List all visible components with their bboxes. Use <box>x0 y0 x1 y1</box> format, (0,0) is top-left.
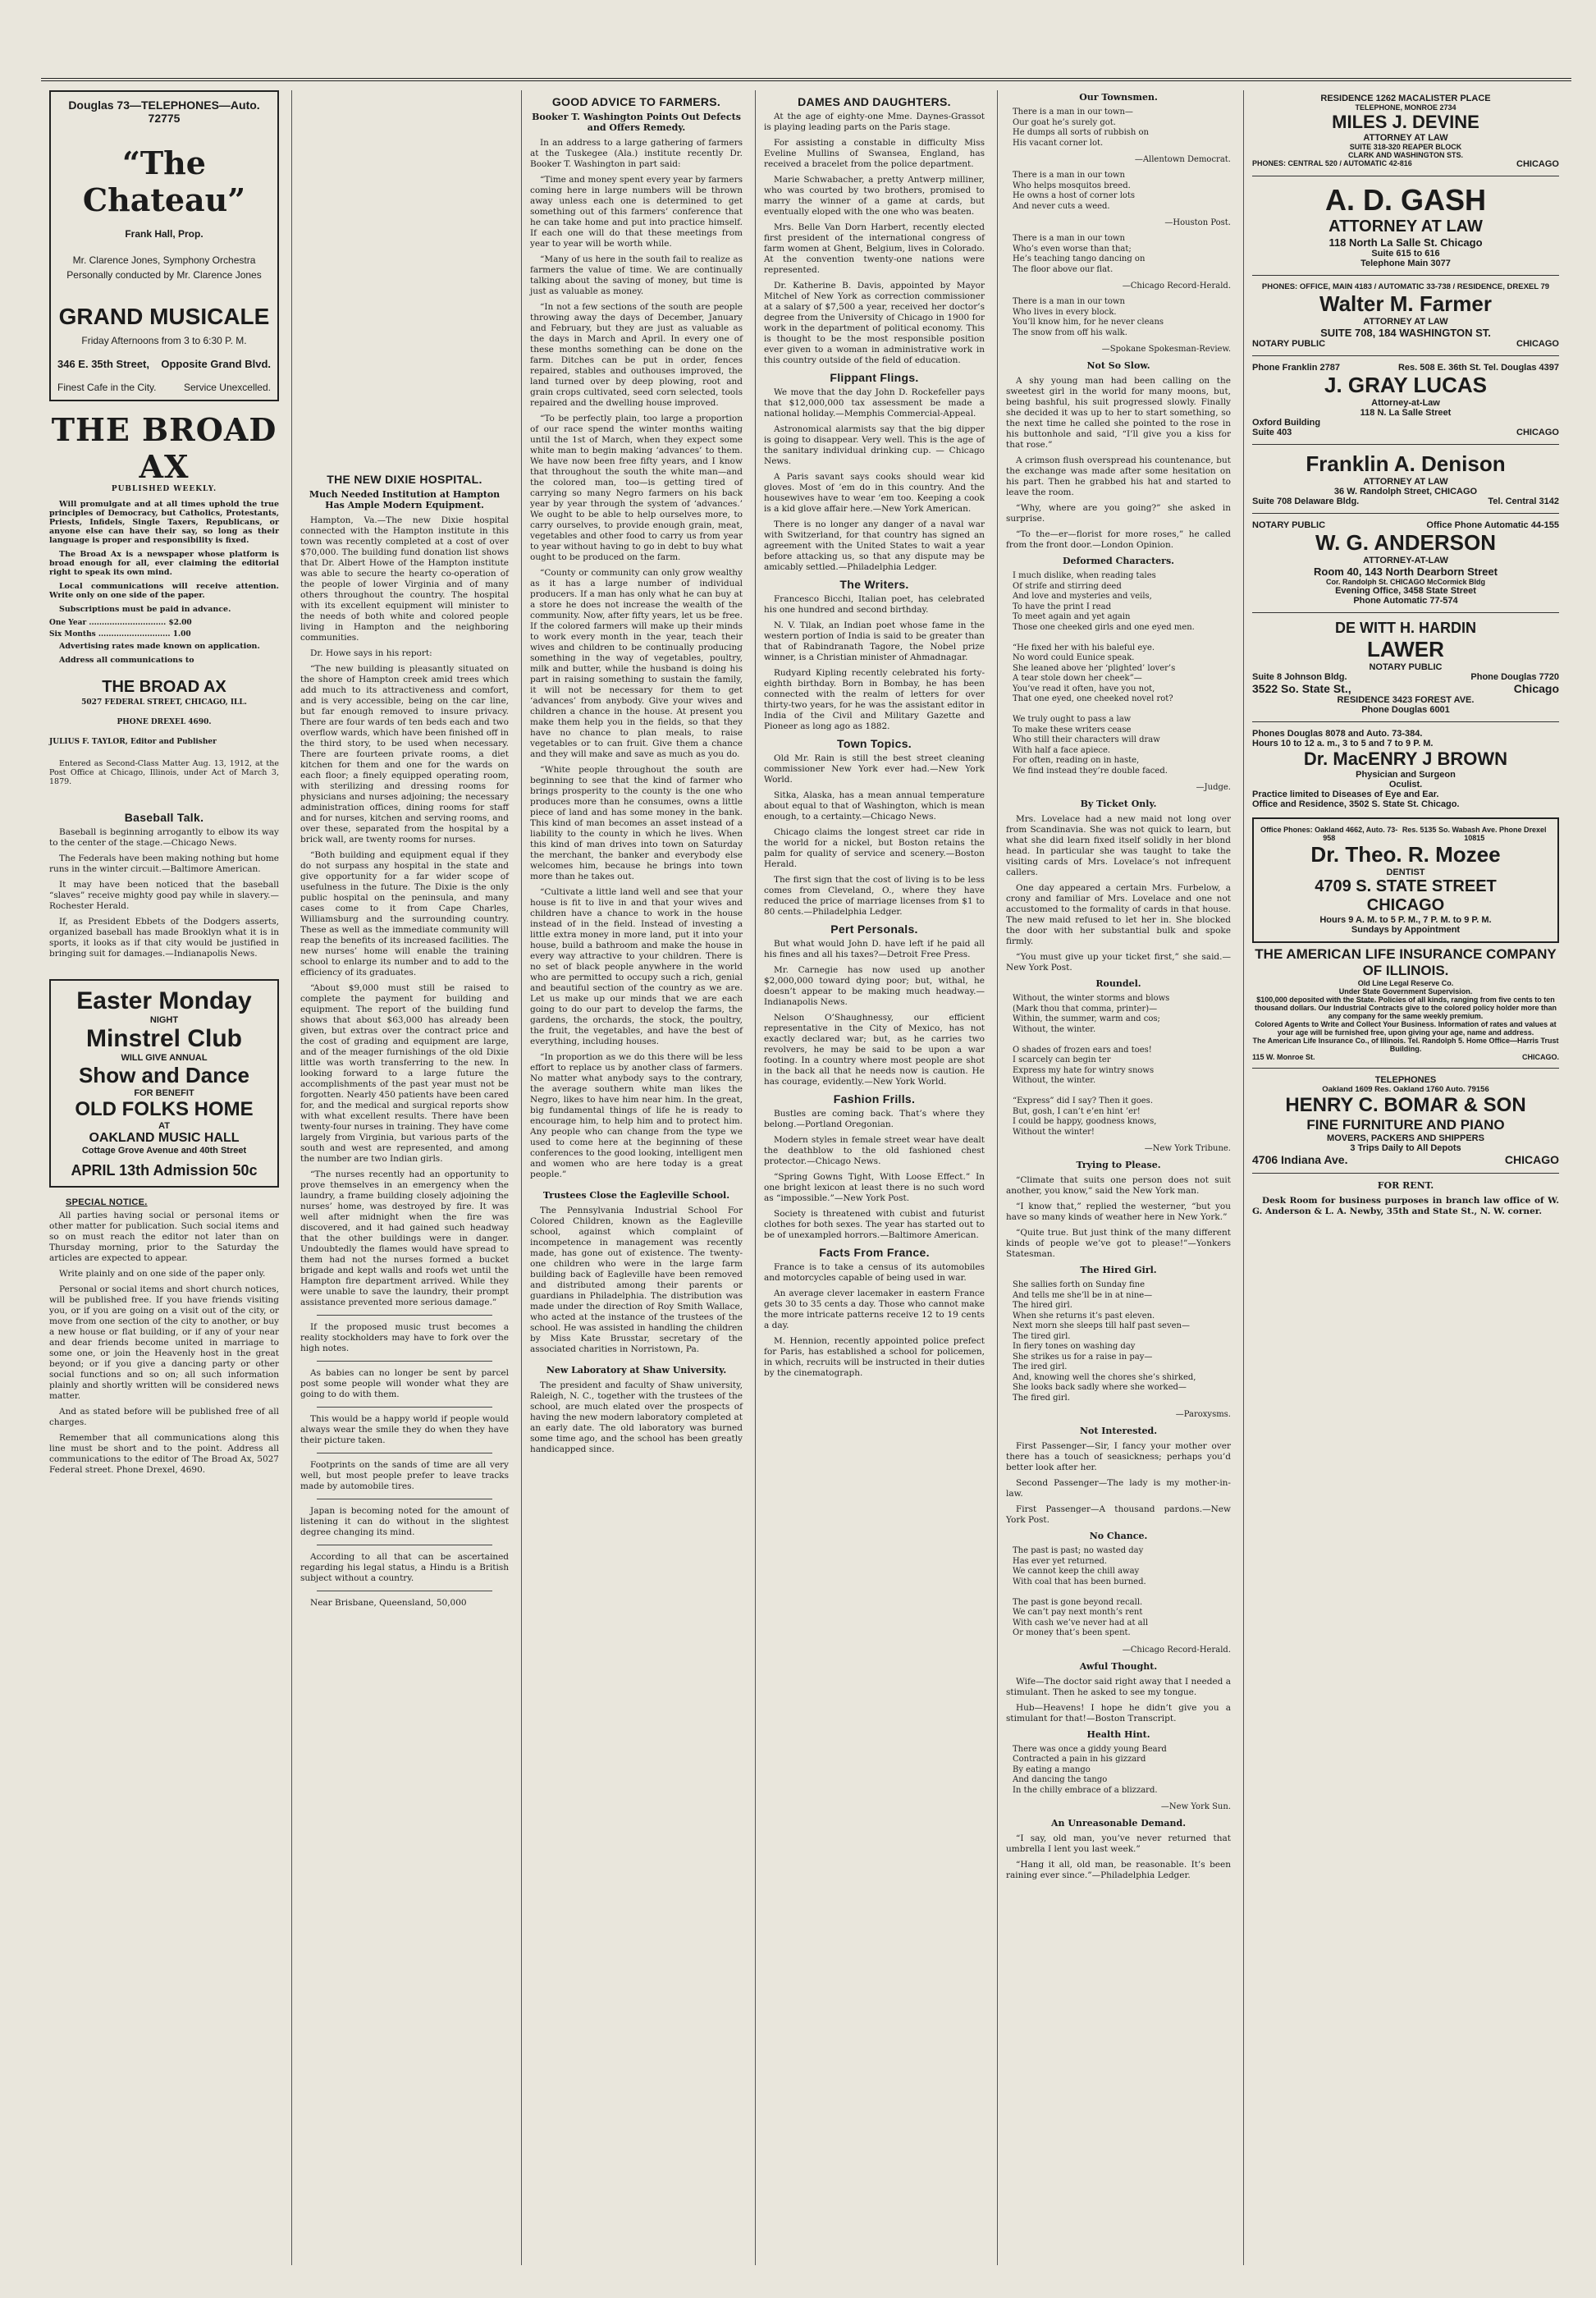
trying-p2: “I know that,” replied the westerner, “but you have so many kinds of weather here in New York.” <box>1006 1202 1231 1222</box>
denison-address: 36 W. Randolph Street, CHICAGO <box>1333 487 1478 497</box>
townsmen-poem-1: There is a man in our town— Our goat he’s surely got. He dumps all sorts of rubbish on His vacant corner lot. <box>1013 108 1149 148</box>
health-attr: —New York Sun. <box>1160 1802 1231 1811</box>
masthead-p5: Advertising rates made known on application. <box>59 642 260 651</box>
fashion-p3: “Spring Gowns Tight, With Loose Effect.” In one bright lexicon at least there is no such word as “impossible.”—New York Post. <box>764 1172 985 1203</box>
chateau-orchestra: Mr. Clarence Jones, Symphony Orchestra <box>72 254 256 266</box>
minstrel-benefit: FOR BENEFIT <box>134 1088 194 1098</box>
chateau-musicale: GRAND MUSICALE <box>58 304 270 329</box>
ticket-p1: Mrs. Lovelace had a new maid not long over from Scandinavia. She was not quick to learn, but what she did learn fixed itself solidly in her blond head. In particular she was taught to take the visiting cards of Mrs. Lovelace’s not infrequent callers. <box>1006 814 1231 877</box>
anderson-corner: Cor. Randolph St. CHICAGO McCormick Bldg <box>1325 578 1485 586</box>
bomar-address: 4706 Indiana Ave. <box>1252 1153 1348 1166</box>
farmers-head: GOOD ADVICE TO FARMERS. <box>551 95 721 108</box>
chateau-prop: Frank Hall, Prop. <box>125 228 204 240</box>
separator <box>1252 355 1559 356</box>
separator <box>1252 721 1559 722</box>
dixie-p13: Near Brisbane, Queensland, 50,000 <box>310 1598 467 1608</box>
town-p2: Sitka, Alaska, has a mean annual temperature about equal to that of Washington, which is mean enough, to a certainty.—Chicago News. <box>764 790 985 822</box>
life-name: THE AMERICAN LIFE INSURANCE COMPANY OF ILLINOIS. <box>1255 946 1557 978</box>
anderson-notary: NOTARY PUBLIC <box>1252 520 1326 530</box>
health-poem: There was once a giddy young Beard Contracted a pain in his gizzard By eating a mango And dancing the tango In the chilly embrace of a blizzard. <box>1013 1744 1167 1795</box>
townsmen-attr-1: —Allentown Democrat. <box>1134 155 1231 164</box>
devine-name: MILES J. DEVINE <box>1332 112 1479 132</box>
minstrel-night: NIGHT <box>149 1015 179 1025</box>
townsmen-head: Our Townsmen. <box>1079 92 1158 103</box>
france-p2: An average clever lacemaker in eastern France gets 30 to 35 cents a day. Those who cannot make the more intricate patterns receive 12 to 19 cents a day. <box>764 1289 985 1330</box>
denison-telephone: Tel. Central 3142 <box>1488 497 1559 506</box>
life-city: CHICAGO. <box>1522 1053 1559 1061</box>
awful-head: Awful Thought. <box>1079 1660 1158 1672</box>
column-5 <box>997 90 1239 2265</box>
anderson-card <box>1252 520 1559 606</box>
devine-footer <box>1252 159 1559 169</box>
separator <box>1252 1068 1559 1069</box>
devine-phones: PHONES: CENTRAL 520 / AUTOMATIC 42-816 <box>1252 159 1412 167</box>
column-4 <box>755 90 993 2265</box>
rent-text: Desk Room for business purposes in branch law office of W. G. Anderson & L. A. Newby, 35th and State St., N. W. corner. <box>1252 1196 1559 1216</box>
slow-p1: A shy young man had been calling on the sweetest girl in the world for many moons, but, being bashful, his suit progressed slowly. Finally she decided it was up to her to start something, so the next time he called she pointed to the rose in his buttonhole and said, “I’ll give you a kiss for that rose.” <box>1006 376 1231 450</box>
farmers-sub: Booker T. Washington Points Out Defects and Offers Remedy. <box>532 112 741 133</box>
unreasonable-p1: “I say, old man, you’ve never returned that umbrella I lent you last week.” <box>1006 1833 1231 1854</box>
devine-title: ATTORNEY AT LAW <box>1363 133 1448 143</box>
pert-p3: Nelson O’Shaughnessy, our efficient representative in the City of Mexico, has not exactly declared war; but, as he carries two revolvers, he may be said to be upon a war footing. In a country where most people are shot in the back all that he needs now is caution. He has courage, evidently.—New York World. <box>764 1013 985 1087</box>
farmers-p5: “To be perfectly plain, too large a proportion of our race spend the winter months waiting until the 1st of March, when they expect some white man to begin making ‘advances’ to them. We have now been free fifty years, and I know that throughout the south the white man—and the colored man, too—is getting tired of carrying so many Negro farmers on his back year by year through the system of ‘advances.’ We ought to be able to help ourselves more, to carry ourselves, to provide enough grain, meat, vegetables and other food to carry us from year to year without having to go in debt to buy what ought to be produced on the farm. <box>530 414 743 562</box>
dixie-p12: According to all that can be ascertained regarding his legal status, a Hindu is a British subject without a country. <box>300 1552 509 1583</box>
hardin-addr-row <box>1252 682 1559 695</box>
life-footer <box>1252 1053 1559 1061</box>
life-address: The American Life Insurance Co., of Illinois. Tel. Randolph 5. Home Office—Harris Trust Building. <box>1252 1037 1559 1053</box>
fashion-p1: Bustles are coming back. That’s where they belong.—Portland Oregonian. <box>764 1109 985 1129</box>
flippant-p1: We move that the day John D. Rockefeller pays that $12,000,000 tax assessment be made a national holiday.—Memphis Commercial-Appeal. <box>764 387 985 419</box>
france-p3: M. Hennion, recently appointed police prefect for Paris, has established a school for policemen, in which, recruits will be instructed in their duties by the cinematograph. <box>764 1336 985 1378</box>
roundel-poem: Without, the winter storms and blows (Mark thou that comma, printer)— Within, the summer, warm and cos; Without, the winter. O shades of frozen ears and toes! I scarcely can begin ter Express my hate for wintry snows Without, the winter. “Express” did I say? Then it goes. But, gosh, I can’t e’en hint ’er! I could be happy, goodness knows, Without the winter! <box>1013 994 1170 1137</box>
dames-p3: Marie Schwabacher, a pretty Antwerp milliner, who was courted by two brothers, promised to marry the winner of a game at cards, but eventually eloped with the one who was beaten. <box>764 175 985 217</box>
baseball-p3: It may have been noticed that the baseball “slaves” receive mighty good pay while in slavery.—Rochester Herald. <box>49 880 279 911</box>
france-p1: France is to take a census of its automobiles and motorcycles capable of being used in war. <box>764 1262 985 1283</box>
dixie-p6: “The nurses recently had an opportunity to prove themselves in an emergency when the laundry, a frame building closely adjoining the nurses’ home, was destroyed by fire. It was well after midnight when the fire was discovered, and it had gained such headway that the other buildings were in danger. Undoubtedly the flames would have spread to them had not the nurses formed a bucket brigade and kept walls and roofs wet until the Hampton fire department arrived. While they were unable to save the laundry, their prompt assistance prevented more serious damage.” <box>300 1170 509 1307</box>
gash-suite: Suite 615 to 616 <box>1371 249 1440 259</box>
anderson-room: Room 40, 143 North Dearborn Street <box>1314 565 1498 578</box>
devine-city: CHICAGO <box>1516 159 1559 169</box>
townsmen-attr-4: —Spokane Spokesman-Review. <box>1101 345 1231 354</box>
baseball-p1: Baseball is beginning arrogantly to elbow its way to the center of the stage.—Chicago News. <box>49 827 279 848</box>
separator <box>317 1361 492 1362</box>
pert-p2: Mr. Carnegie has now used up another $2,000,000 toward dying poor; but, withal, he doesn’t appear to be making much headway.—Indianapolis News. <box>764 965 985 1007</box>
ticket-p2: One day appeared a certain Mrs. Furbelow, a crony and familiar of Mrs. Lovelace and one not accustomed to the formality of cards in that house. The new maid refused to let her in. She blocked the door with her substantial bulk and spoke firmly. <box>1006 883 1231 946</box>
farmers-p4: “In not a few sections of the south are people throwing away the days of December, January and February, but they are just as valuable as the days in March and April. In every one of these months something can be done on the farm. Ditches can be put in order, fences repaired, stables and outhouses improved, the land turned over by deep plowing, root and grain crops cultivated, seed corn selected, tools repaired and the dwelling house improved. <box>530 302 743 408</box>
minstrel-annual: WILL GIVE ANNUAL <box>121 1053 208 1063</box>
hardin-notary: NOTARY PUBLIC <box>1369 662 1443 672</box>
lucas-suite: Suite 403 <box>1252 428 1292 437</box>
brown-card <box>1252 729 1559 809</box>
health-head: Health Hint. <box>1086 1728 1150 1740</box>
flippant-p4: There is no longer any danger of a naval war with Switzerland, for that country has signed an agreement with the United States to wait a year before attacking us, so that any dispute may be amicably settled.—Philadelphia Ledger. <box>764 520 985 572</box>
mozee-phones-row <box>1260 826 1551 842</box>
notint-p1: First Passenger—Sir, I fancy your mother over there has a touch of seasickness; perhaps you’d better look after her. <box>1006 1441 1231 1472</box>
bomar-city: CHICAGO <box>1504 1153 1559 1166</box>
mozee-card <box>1252 817 1559 943</box>
farmer-name: Walter M. Farmer <box>1319 291 1492 316</box>
dames-p1: At the age of eighty-one Mme. Daynes-Grassot is playing leading parts on the Paris stage. <box>764 112 985 132</box>
masthead-rate-six: Six Months ............................ 1.00 <box>49 630 191 639</box>
france-head: Facts From France. <box>819 1246 930 1259</box>
townsmen-attr-2: —Houston Post. <box>1164 218 1231 227</box>
lucas-address: 118 N. La Salle Street <box>1360 408 1452 418</box>
lucas-phone: Phone Franklin 2787 <box>1252 363 1340 373</box>
farmer-footer <box>1252 339 1559 349</box>
notint-p2: Second Passenger—The lady is my mother-in-law. <box>1006 1478 1231 1499</box>
pert-head: Pert Personals. <box>830 922 918 936</box>
notint-p3: First Passenger—A thousand pardons.—New York Post. <box>1006 1504 1231 1525</box>
gash-title: ATTORNEY AT LAW <box>1328 217 1483 236</box>
anderson-auto: Phone Automatic 77-574 <box>1353 596 1458 606</box>
trying-p1: “Climate that suits one person does not suit another, you know,” said the New York man. <box>1006 1175 1231 1196</box>
anderson-evening: Evening Office, 3458 State Street <box>1335 586 1476 596</box>
mozee-hours: Hours 9 A. M. to 5 P. M., 7 P. M. to 9 P. M. <box>1319 915 1492 925</box>
brown-title: Physician and Surgeon <box>1356 770 1456 780</box>
column-6 <box>1243 90 1567 2265</box>
denison-footer <box>1252 497 1559 506</box>
farmers-p3: “Many of us here in the south fail to realize as farmers the value of time. We are continually talking about the saving of money, but time is just as valuable as money. <box>530 254 743 296</box>
mozee-residence: Res. 5135 So. Wabash Ave. Phone Drexel 10815 <box>1402 826 1547 842</box>
masthead-name2: THE BROAD AX <box>102 678 226 696</box>
separator <box>317 1407 492 1408</box>
life-insurance-ad <box>1252 946 1559 1061</box>
nochance-head: No Chance. <box>1089 1531 1148 1541</box>
masthead-p4: Subscriptions must be paid in advance. <box>59 605 231 614</box>
slow-p2: A crimson flush overspread his countenance, but the exchange was made after some hesitation on his part. Then he grabbed his hat and started to leave the room. <box>1006 455 1231 497</box>
mozee-sundays: Sundays by Appointment <box>1351 925 1461 935</box>
devine-residence: RESIDENCE 1262 MACALISTER PLACE <box>1320 94 1491 103</box>
separator <box>1252 513 1559 514</box>
denison-suite: Suite 708 Delaware Bldg. <box>1252 497 1360 506</box>
gash-address: 118 North La Salle St. Chicago <box>1328 236 1483 249</box>
brown-oculist: Oculist. <box>1388 780 1423 790</box>
town-head: Town Topics. <box>837 737 912 750</box>
masthead-p3: Local communications will receive attention. Write only on one side of the paper. <box>49 582 279 600</box>
column-2 <box>291 90 517 2265</box>
devine-telephone: TELEPHONE, MONROE 2734 <box>1355 103 1457 112</box>
masthead-rate-year: One Year .............................. $2.00 <box>49 619 192 627</box>
lucas-bldg-row <box>1252 418 1559 428</box>
masthead-title: THE BROAD AX <box>51 411 277 485</box>
farmer-suite: SUITE 708, 184 WASHINGTON ST. <box>1320 327 1491 339</box>
minstrel-home: OLD FOLKS HOME <box>75 1098 254 1120</box>
dames-p2: For assisting a constable in difficulty Miss Eveline Mullins of Swansea, England, has received a bracelet from the police department. <box>764 138 985 169</box>
separator <box>1252 275 1559 276</box>
lucas-name: J. GRAY LUCAS <box>1324 373 1487 397</box>
lucas-building: Oxford Building <box>1252 418 1321 428</box>
chateau-address: 346 E. 35th Street, <box>57 358 149 370</box>
chateau-opposite: Opposite Grand Blvd. <box>161 358 271 370</box>
life-sub2: Under State Government Supervision. <box>1338 987 1473 996</box>
mozee-name: Dr. Theo. R. Mozee <box>1310 842 1501 867</box>
dixie-p3: “The new building is pleasantly situated on the shore of Hampton creek amid trees which add much to its attractiveness and comfort, and is very accessible, being on the car line, but far enough removed to insure privacy. There are four wards of ten beds each and two overflow wards, which have been finished off in the third story, to be used when necessary. There are fourteen private rooms, a diet kitchen for them and one for the wards on each floor; a finely equipped operating room, with sterilizing and dressing rooms for physicians and nurses adjoining; the necessary administration offices, dining rooms for staff and for nurses, kitchen and serving rooms, and over these, separated from the hospital by a brick wall, are twenty rooms for nurses. <box>300 664 509 845</box>
masthead-weekly: PUBLISHED WEEKLY. <box>111 485 217 493</box>
bomar-phones: Oakland 1609 Res. Oakland 1760 Auto. 79156 <box>1322 1085 1489 1094</box>
chateau-time: Friday Afternoons from 3 to 6:30 P. M. <box>81 335 247 346</box>
farmer-phones: PHONES: OFFICE, MAIN 4183 / AUTOMATIC 33-738 / RESIDENCE, DREXEL 79 <box>1261 282 1550 291</box>
minstrel-show: Show and Dance <box>78 1063 250 1087</box>
masthead-street: 5027 FEDERAL STREET, CHICAGO, ILL. <box>81 698 247 707</box>
minstrel-ad <box>49 979 279 1188</box>
farmers-p1: In an address to a large gathering of farmers at the Tuskegee (Ala.) institute recently Dr. Booker T. Washington in part said: <box>530 138 743 169</box>
trying-p3: “Quite true. But just think of the many different kinds of people we’ve got to please!”—Yonkers Statesman. <box>1006 1228 1231 1259</box>
dixie-p8: As babies can no longer be sent by parcel post some people will wonder what they are going to do with them. <box>300 1368 509 1399</box>
eagleville-head: Trustees Close the Eagleville School. <box>542 1190 730 1201</box>
denison-name: Franklin A. Denison <box>1306 451 1506 476</box>
devine-suite: SUITE 318-320 REAPER BLOCK <box>1349 143 1462 151</box>
lucas-city: CHICAGO <box>1516 428 1559 437</box>
chateau-name: “The Chateau” <box>82 144 246 218</box>
writers-p2: N. V. Tilak, an Indian poet whose fame in the western portion of India is said to be greater than that of Rabindranath Tagore, the Nobel prize winner, is a Christian minister of Ahmadnagar. <box>764 620 985 662</box>
fashion-p4: Society is threatened with cubist and futurist clothes for both sexes. The year has started out to be of unexampled horrors.—Baltimore American. <box>764 1209 985 1240</box>
hardin-card <box>1252 620 1559 715</box>
mozee-title: DENTIST <box>1386 867 1425 877</box>
town-p3: Chicago claims the longest street car ride in the world for a nickel, but Boston retains the palm for quality of service and scenery.—Boston Herald. <box>764 827 985 869</box>
hardin-name: DE WITT H. HARDIN <box>1335 620 1476 636</box>
farmers-p7: “White people throughout the south are beginning to see that the kind of farmer who brings prosperity to the county is the one who produces more than he consumes, owns a little piece of land and has some money in the bank. This kind of man becomes an asset instead of a liability to the county in which he lives. When this kind of man drives into town on Saturday the merchant, the banker and everybody else welcomes him, because he brings into town more than he takes out. <box>530 765 743 881</box>
dixie-p10: Footprints on the sands of time are all very well, but most people prefer to leave tracks made by automobile tires. <box>300 1460 509 1491</box>
flippant-head: Flippant Flings. <box>830 371 919 384</box>
hardin-address: 3522 So. State St., <box>1252 682 1351 695</box>
slow-p3: “Why, where are you going?” she asked in surprise. <box>1006 503 1231 524</box>
farmer-notary: NOTARY PUBLIC <box>1252 339 1326 349</box>
lucas-residence: Res. 508 E. 36th St. Tel. Douglas 4397 <box>1397 363 1559 373</box>
hardin-city: Chicago <box>1513 682 1559 695</box>
rent-head: FOR RENT. <box>1377 1180 1434 1191</box>
denison-title: ATTORNEY AT LAW <box>1363 477 1448 487</box>
separator <box>1252 444 1559 445</box>
separator <box>1252 1173 1559 1174</box>
masthead-phone: PHONE DREXEL 4690. <box>117 718 212 726</box>
separator <box>1252 612 1559 613</box>
masthead-editor: JULIUS F. TAYLOR, Editor and Publisher <box>49 738 217 746</box>
awful-p1: Wife—The doctor said right away that I needed a stimulant. Then he asked to see my tongue. <box>1006 1676 1231 1697</box>
bomar-movers: MOVERS, PACKERS AND SHIPPERS <box>1327 1133 1484 1143</box>
hardin-lawer: LAWER <box>1367 637 1444 661</box>
hardin-res-phone: Phone Douglas 6001 <box>1361 705 1450 715</box>
masthead-entered: Entered as Second-Class Matter Aug. 13, 1912, at the Post Office at Chicago, Illinois, under Act of March 3, 1879. <box>49 759 279 786</box>
slow-p4: “To the—er—florist for more roses,” he called from the front door.—London Opinion. <box>1006 529 1231 550</box>
special-head: SPECIAL NOTICE. <box>66 1197 148 1207</box>
deformed-head: Deformed Characters. <box>1063 556 1174 566</box>
baseball-p2: The Federals have been making nothing but home runs in the winter circuit.—Baltimore American. <box>49 854 279 874</box>
dixie-p7: If the proposed music trust becomes a reality stockholders may have to fork over the high notes. <box>300 1322 509 1353</box>
special-p4: And as stated before will be published free of all charges. <box>49 1407 279 1427</box>
dames-p5: Dr. Katherine B. Davis, appointed by Mayor Mitchel of New York as correction commissioner at a salary of $7,500 a year, received her doctor’s degree from the University of Chicago in 1900 for work in the department of political economy. This is thought to be the most responsible position ever given to a woman in administrative work in this country outside of the field of education. <box>764 281 985 365</box>
unreasonable-p2: “Hang it all, old man, be reasonable. It’s been raining ever since.”—Philadelphia Ledger. <box>1006 1860 1231 1880</box>
special-p5: Remember that all communications along this line must be short and to the point. Address all communications to the editor of The Broad Ax, 5027 Federal street. Phone Drexel, 4690. <box>49 1433 279 1475</box>
dames-p4: Mrs. Belle Van Dorn Harbert, recently elected first president of the international congress of farm women at Ghent, Belgium, lives in Colorado. At the convention twenty-one nations were represented. <box>764 222 985 275</box>
brown-practice: Practice limited to Diseases of Eye and Ear. <box>1252 790 1439 799</box>
baseball-p4: If, as President Ebbets of the Dodgers asserts, organized baseball has made Brooklyn what it is in sports, it looks as if that city would be justified in bringing suit for damages.—Indianapolis News. <box>49 917 279 959</box>
mozee-address: 4709 S. STATE STREET <box>1315 877 1497 895</box>
farmers-p2: “Time and money spent every year by farmers coming here in large numbers will be thrown away unless each one is determined to get something out of this farmers’ conference that he can take home and put into practice himself. If each one will do that these meetings from year to year will be worth while. <box>530 175 743 249</box>
shaw-text: The president and faculty of Shaw university, Raleigh, N. C., together with the trustees of the school, are much elated over the prospects of having the new modern laboratory completed at an early date. The old laboratory was burned some time ago, and the school has been greatly handicapped since. <box>530 1380 743 1454</box>
unreasonable-head: An Unreasonable Demand. <box>1050 1818 1187 1829</box>
nochance-poem: The past is past; no wasted day Has ever yet returned. We cannot keep the chill away With coal that has been burned. The past is gone beyond recall. We can’t pay next month’s rent With cash we’ve never had at all Or money that’s been spent. <box>1013 1546 1149 1637</box>
writers-p1: Francesco Bicchi, Italian poet, has celebrated his one hundred and second birthday. <box>764 594 985 615</box>
fashion-head: Fashion Frills. <box>833 1092 916 1106</box>
minstrel-location: Cottage Grove Avenue and 40th Street <box>81 1146 247 1156</box>
top-rule <box>41 78 1571 81</box>
bomar-line: FINE FURNITURE AND PIANO <box>1306 1117 1505 1133</box>
life-agents: Colored Agents to Write and Collect Your Business. Information of rates and values at your age will be furnished free, upon giving your age, name and address. <box>1255 1020 1557 1037</box>
dixie-sub: Much Needed Institution at Hampton Has Ample Modern Equipment. <box>309 489 501 510</box>
dixie-p9: This would be a happy world if people would always wear the smile they do when they have their picture taken. <box>300 1414 509 1445</box>
town-p4: The first sign that the cost of living is to be less comes from Cleveland, O., where they have reduced the price of marriage licenses from $1 to 80 cents.—Philadelphia Ledger. <box>764 875 985 917</box>
special-p1: All parties having social or personal items or other matter for publication. Such social items and so on must reach the editor not later than on Thursday morning, prior to the Saturday the articles are expected to appear. <box>49 1211 279 1263</box>
farmer-card <box>1252 282 1559 349</box>
pert-p1: But what would John D. have left if he paid all his fines and all his taxes?—Detroit Free Press. <box>764 939 985 959</box>
flippant-p3: A Paris savant says cooks should wear kid gloves. Most of ’em do in this country. And the housewives have to wear ’em too. Keeping a cook is a kid glove affair here.—New York American. <box>764 472 985 514</box>
dixie-p2: Dr. Howe says in his report: <box>310 648 432 658</box>
fashion-p2: Modern styles in female street wear have dealt the deathblow to the old fashioned chest protector.—Chicago News. <box>764 1135 985 1166</box>
minstrel-easter: Easter Monday <box>76 987 252 1014</box>
anderson-name: W. G. ANDERSON <box>1315 530 1497 555</box>
minstrel-club: Minstrel Club <box>85 1025 242 1052</box>
farmers-p6: “County or community can only grow wealthy as it has a large number of individual producers. If a man has only what he can buy at a store he does not increase the wealth of the community. Now, after fifty years, let us be free. If the colored farmers will make up their minds to work every month in the year, teach their wives and children to be continually producing something in the way of vegetables, poultry, milk and butter, while the husband is doing his part in raising something to sustain the family, it will not be necessary for them to get ‘advances’ from anybody. Give your wives and children a chance in the house. At present you make them help you in the fields, so that they have no chance to plan meals, to raise vegetables or to can fruit. Give them a chance and they will make and save as much as you do. <box>530 568 743 759</box>
shaw-head: New Laboratory at Shaw University. <box>546 1365 727 1376</box>
minstrel-date: APRIL 13th Admission 50c <box>71 1162 258 1179</box>
life-text: $100,000 deposited with the State. Policies of all kinds, ranging from five cents to ten thousand dollars. Our Industrial Contracts give to the colored policy holder more than any company for the same weekly premium. <box>1254 996 1557 1020</box>
farmer-city: CHICAGO <box>1516 339 1559 349</box>
masthead-p6: Address all communications to <box>59 656 194 665</box>
life-sub1: Old Line Legal Reserve Co. <box>1357 979 1454 987</box>
chateau-ad <box>49 90 279 401</box>
hardin-suite: Suite 8 Johnson Bldg. <box>1252 672 1347 682</box>
column-1 <box>41 90 287 2265</box>
anderson-title: ATTORNEY-AT-LAW <box>1363 556 1448 565</box>
townsmen-poem-3: There is a man in our town Who’s even worse than that; He’s teaching tango dancing on The floor above our flat. <box>1013 234 1146 274</box>
chateau-address-row <box>57 358 271 370</box>
chateau-finest: Finest Cafe in the City. <box>57 382 157 393</box>
bomar-footer <box>1252 1153 1559 1166</box>
devine-street: CLARK AND WASHINGTON STS. <box>1347 151 1463 159</box>
masthead-p1: Will promulgate and at all times uphold the true principles of Democracy, but Catholics, Protestants, Priests, Infidels, Single Taxers, Republicans, or anyone else can have their say, so long as their language is proper and responsibility is fixed. <box>49 500 279 545</box>
ticket-p3: “You must give up your ticket first,” she said.—New York Post. <box>1006 952 1231 973</box>
brown-phones: Phones Douglas 8078 and Auto. 73-384. <box>1252 729 1423 739</box>
bomar-ad <box>1252 1075 1559 1166</box>
brown-name: Dr. MacENRY J BROWN <box>1303 748 1508 769</box>
roundel-attr: —New York Tribune. <box>1144 1144 1231 1153</box>
town-p1: Old Mr. Rain is still the best street cleaning commissioner New York ever had.—New York World. <box>764 753 985 785</box>
lucas-card <box>1252 363 1559 437</box>
hardin-suite-row <box>1252 672 1559 682</box>
ticket-head: By Ticket Only. <box>1080 799 1157 809</box>
dixie-p1: Hampton, Va.—The new Dixie hospital connected with the Hampton institute in this town was recently completed at a cost of over $70,000. The building fund donation list shows that Dr. Albert Howe of the Hampton institute was able to secure the hearty co-operation of the people of lower Virginia and of many others throughout the country. The hospital with its excellent equipment will minister to the needs of both white and colored people living in Hampton and the neighboring communities. <box>300 515 509 643</box>
lucas-phones-row <box>1252 363 1559 373</box>
mozee-phones: Office Phones: Oakland 4662, Auto. 73-958 <box>1260 826 1398 842</box>
townsmen-attr-3: —Chicago Record-Herald. <box>1122 282 1231 291</box>
lucas-suite-row <box>1252 428 1559 437</box>
writers-p3: Rudyard Kipling recently celebrated his forty-eighth birthday. Born in Bombay, he has been connected with the realm of letters for over thirty-two years, for he was the assistant editor in India of the Civil and Military Gazette and Pioneer as long ago as 1882. <box>764 668 985 731</box>
eagleville-text: The Pennsylvania Industrial School For Colored Children, known as the Eagleville school, against which complaint of incompetence in management was recently made, has gone out of existence. The twenty-one children who were in the large farm building back of Eagleville have been removed and distributed among their parents or guardians in Philadelphia. The distribution was made under the direction of Roy Smith Wallace, who acted at the instance of the trustees of the school. He was assisted in handling the children by Miss Kate Brusstar, secretary of the associated charities in Norristown, Pa. <box>530 1206 743 1354</box>
denison-card <box>1252 451 1559 506</box>
devine-card <box>1252 94 1559 169</box>
dames-head: DAMES AND DAUGHTERS. <box>798 95 951 108</box>
nochance-attr: —Chicago Record-Herald. <box>1122 1645 1231 1655</box>
slow-head: Not So Slow. <box>1086 360 1150 371</box>
deformed-attr: —Judge. <box>1196 783 1231 792</box>
lucas-title: Attorney-at-Law <box>1371 398 1440 408</box>
life-street: 115 W. Monroe St. <box>1252 1053 1315 1061</box>
chateau-phone: Douglas 73—TELEPHONES—Auto. 72775 <box>68 98 260 125</box>
hired-head: The Hired Girl. <box>1080 1265 1157 1275</box>
chateau-service: Service Unexcelled. <box>183 382 271 393</box>
bomar-telephones: TELEPHONES <box>1374 1075 1437 1085</box>
flippant-p2: Astronomical alarmists say that the big dipper is going to disappear. Very well. This is the age of the sanitary individual drinking cup. — Chicago News. <box>764 424 985 466</box>
special-p3: Personal or social items and short church notices, will be published free. If you have friends visiting you, or if you are going on a visit out of the city, or move from one section of the city to another, or buy a new house or flat building, or if any of your near and dear friends become united in marriage to some one, or join the Heavenly host in the great beyond; or if you give a dancing party or other social functions and so on; all such information plainly and shortly written will be considered news matter. <box>49 1284 279 1401</box>
anderson-top-row <box>1252 520 1559 530</box>
dixie-head: THE NEW DIXIE HOSPITAL. <box>327 473 482 486</box>
dixie-p4: “Both building and equipment equal if they do not surpass any hospital in the state and give opportunity for a far wider scope of usefulness in the future. The Dixie is the only public hospital on the peninsula, and many cases come to it from Cape Charles, Williamsburg and the surrounding country. These as well as the immediate community will reap the benefits of its increased facilities. The new nurses’ home will enable the training school to enlarge its number and to add to the efficiency of its graduates. <box>300 850 509 977</box>
dixie-p5: “About $9,000 must still be raised to complete the payment for building and equipment. The report of the building fund shows that about $63,000 has already been given, but extras over the contract price and the cost of grading and equipment are large, and of the meager furnishings of the old Dixie little was worth transferring to the new. In looking forward to a large future the accomplishments of the past year must not be forgotten. Nearly 450 patients have been cared for, and the medical and surgical reports show with what excellent results. There have been twenty-four nurses in training. They have come largely from Virginia, but various parts of the south and west are represented, and among the number are two Indian girls. <box>300 983 509 1164</box>
hired-poem: She sallies forth on Sunday fine And tells me she’ll be in at nine— The hired girl. When she returns it’s past eleven. Next morn she sleeps till half past seven— The tired girl. In fiery tones on washing day She strikes us for a raise in pay— The ired girl. And, knowing well the chores she’s shirked, She looks back sadly where she worked— The fired girl. <box>1013 1280 1196 1403</box>
masthead-p2: The Broad Ax is a newspaper whose platform is broad enough for all, ever claiming the editorial right to speak its own mind. <box>49 550 279 577</box>
bomar-name: HENRY C. BOMAR & SON <box>1285 1094 1526 1116</box>
farmers-p8: “Cultivate a little land well and see that your house is fit to live in and that your wives and children have a chance to work in the house instead of in the field. Instead of investing a little extra money in more land, put it into your house, build a bathroom and make the house in every way attractive to your children. There is no set of black people anywhere in the world who are permitted to occupy such a rich, genial and beautiful section of the country as we are. Let us make up our minds that we are each going to do our part to develop the farms, the gardens, the orchards, the stock, the poultry, the fruit, the vegetables, and have the best of everything, including houses. <box>530 887 743 1046</box>
bomar-trips: 3 Trips Daily to All Depots <box>1350 1143 1461 1153</box>
hardin-residence: RESIDENCE 3423 FOREST AVE. <box>1337 695 1475 705</box>
minstrel-hall: OAKLAND MUSIC HALL <box>89 1131 240 1145</box>
separator <box>317 1315 492 1316</box>
farmers-p9: “In proportion as we do this there will be less effort to replace us by another class of farmers. No matter what anybody says to the contrary, the average southern white man likes the Negro, likes to have him near him. In the great, big fundamental things of life he is ready to encourage him, to help him and to protect him. Any people who can change from the type we used to come here at the beginning of these conferences to the good looking, intelligent men and women who are here today is a great people.” <box>530 1052 743 1179</box>
brown-office: Office and Residence, 3502 S. State St. Chicago. <box>1252 799 1460 809</box>
baseball-head: Baseball Talk. <box>124 811 204 824</box>
chateau-footer-row <box>57 382 271 393</box>
farmer-title: ATTORNEY AT LAW <box>1363 317 1448 327</box>
roundel-head: Roundel. <box>1095 978 1141 989</box>
townsmen-poem-2: There is a man in our town Who helps mosquitos breed. He owns a host of corner lots And never cuts a weed. <box>1013 171 1136 211</box>
townsmen-poem-4: There is a man in our town Who lives in every block. You’ll know him, for he never cleans The snow from off his walk. <box>1013 297 1164 337</box>
gash-name: A. D. GASH <box>1324 183 1486 217</box>
trying-head: Trying to Please. <box>1076 1160 1161 1170</box>
special-p2: Write plainly and on one side of the paper only. <box>59 1269 266 1279</box>
dixie-p11: Japan is becoming noted for the amount of listening it can do without in the slightest degree changing its mind. <box>300 1506 509 1537</box>
notint-head: Not Interested. <box>1079 1426 1158 1436</box>
anderson-phone: Office Phone Automatic 44-155 <box>1426 520 1559 530</box>
hardin-phone: Phone Douglas 7720 <box>1470 672 1559 682</box>
column-3 <box>521 90 751 2265</box>
mozee-city: CHICAGO <box>1366 896 1445 914</box>
chateau-conducted: Personally conducted by Mr. Clarence Jones <box>66 269 262 281</box>
hired-attr: —Paroxysms. <box>1175 1410 1231 1419</box>
awful-p2: Hub—Heavens! I hope he didn’t give you a stimulant for that!—Boston Transcript. <box>1006 1702 1231 1724</box>
brown-hours: Hours 10 to 12 a. m., 3 to 5 and 7 to 9 P. M. <box>1252 739 1434 748</box>
minstrel-at: AT <box>158 1121 170 1131</box>
gash-telephone: Telephone Main 3077 <box>1360 259 1451 268</box>
deformed-poem: I much dislike, when reading tales Of strife and stirring deed And love and mysteries and veils, To have the print I read To meet again and yet again Those one cheeked girls and one eyed men. “He fixed her with his baleful eye. No word could Eunice speak. She leaned above her ‘plighted’ lover’s A tear stole down her cheek”— You’ve read it often, have you not, That one eyed, one cheeked novel rot? We truly ought to pass a law To make these writers cease Who still their characters will draw With half a face apiece. For often, reading on in haste, We find instead they’re double faced. <box>1013 571 1195 776</box>
gash-card <box>1252 183 1559 268</box>
writers-head: The Writers. <box>839 578 909 591</box>
